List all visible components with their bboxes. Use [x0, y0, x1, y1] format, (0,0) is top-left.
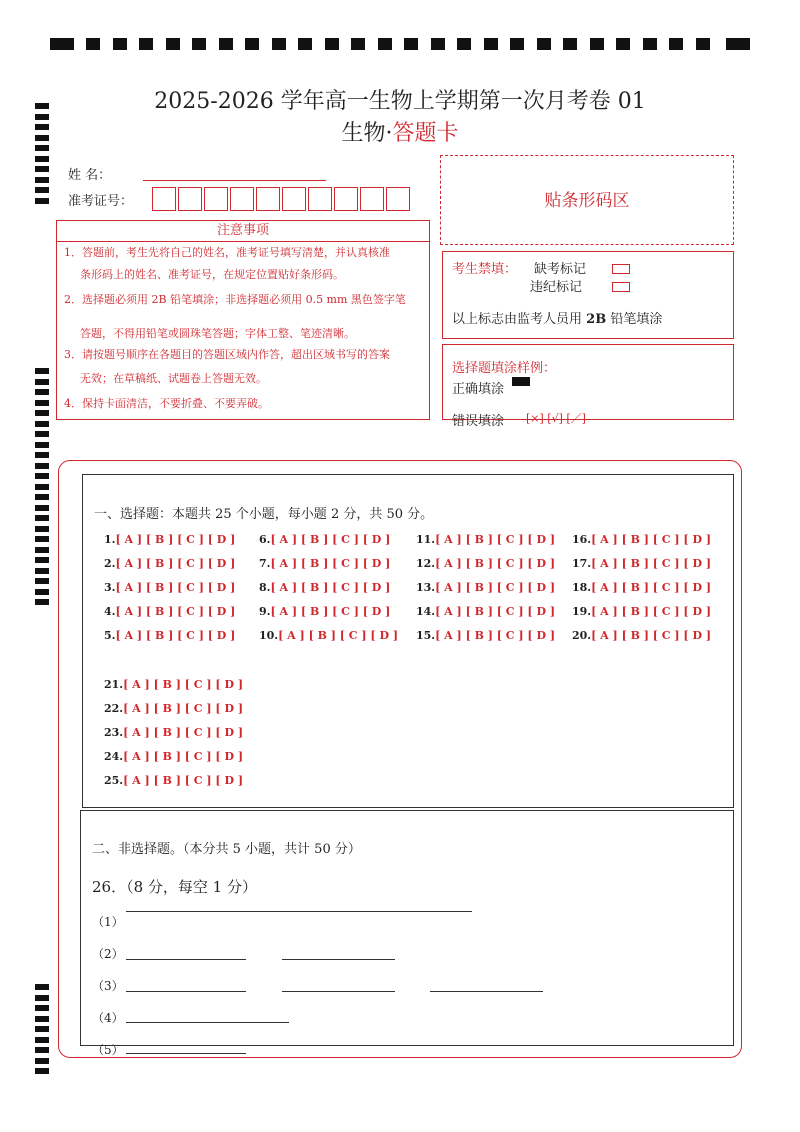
answer-options[interactable]: [ A ] [ B ] [ C ] [ D ]: [270, 557, 391, 570]
exam-id-label: 准考证号：: [68, 194, 134, 209]
timing-mark: [669, 38, 683, 50]
exam-id-digit-box[interactable]: [282, 187, 306, 211]
choice-question: [259, 629, 398, 642]
timing-mark: [590, 38, 604, 50]
name-label: 姓 名：: [68, 168, 112, 183]
question-number: 1.: [104, 533, 116, 546]
exam-id-boxes[interactable]: [152, 187, 412, 211]
choice-question: [572, 557, 711, 570]
question-number: 9.: [259, 605, 271, 618]
timing-mark: [696, 38, 710, 50]
question-number: 13.: [416, 581, 436, 594]
timing-mark: [35, 1016, 49, 1022]
timing-mark: [192, 38, 206, 50]
timing-mark: [457, 38, 471, 50]
timing-mark: [563, 38, 577, 50]
timing-mark: [35, 526, 49, 532]
choice-question: [572, 581, 711, 594]
choice-question: [104, 678, 243, 691]
answer-blank[interactable]: [282, 959, 395, 960]
answer-options[interactable]: [ A ] [ B ] [ C ] [ D ]: [278, 629, 399, 642]
barcode-area: [440, 155, 734, 245]
choice-question: [259, 581, 390, 594]
choice-question: [416, 605, 555, 618]
answer-options[interactable]: [ A ] [ B ] [ C ] [ D ]: [115, 605, 236, 618]
timing-mark: [35, 599, 49, 605]
status-note-bold: 2B: [586, 312, 607, 327]
notice-item: 4．保持卡面清洁，不要折叠、不要弄破。: [64, 397, 269, 410]
timing-mark: [378, 38, 392, 50]
answer-options[interactable]: [ A ] [ B ] [ C ] [ D ]: [435, 557, 556, 570]
blank-label: （3）: [92, 979, 124, 993]
timing-mark: [35, 589, 49, 595]
answer-options[interactable]: [ A ] [ B ] [ C ] [ D ]: [123, 726, 244, 739]
timing-mark: [35, 379, 49, 385]
timing-mark: [35, 156, 49, 162]
question-number: 10.: [259, 629, 279, 642]
choice-question: [572, 605, 711, 618]
question-number: 5.: [104, 629, 116, 642]
blank-label: （4）: [92, 1011, 124, 1025]
timing-mark: [35, 166, 49, 172]
timing-mark: [35, 1047, 49, 1053]
section2-title: 二、非选择题。（本分共 5 小题，共计 50 分）: [92, 842, 361, 857]
timing-mark: [351, 38, 365, 50]
section1-title: 一、选择题：本题共 25 个小题，每小题 2 分，共 50 分。: [94, 507, 434, 522]
notice-item: 1．答题前，考生先将自己的姓名，准考证号填写清楚，并认真核准: [64, 246, 390, 259]
timing-mark: [643, 38, 657, 50]
timing-mark: [35, 536, 49, 542]
timing-marks-left-3: [35, 984, 49, 1076]
answer-blank[interactable]: [126, 1022, 289, 1023]
status-note-suffix: 铅笔填涂: [610, 312, 663, 327]
timing-mark: [35, 410, 49, 416]
question-number: 4.: [104, 605, 116, 618]
exam-id-digit-box[interactable]: [334, 187, 358, 211]
choice-question: [104, 726, 243, 739]
timing-mark: [35, 463, 49, 469]
timing-mark: [35, 1026, 49, 1032]
answer-blank[interactable]: [430, 991, 543, 992]
answer-options[interactable]: [ A ] [ B ] [ C ] [ D ]: [123, 702, 244, 715]
timing-mark: [139, 38, 153, 50]
exam-id-digit-box[interactable]: [230, 187, 254, 211]
answer-options[interactable]: [ A ] [ B ] [ C ] [ D ]: [591, 629, 712, 642]
answer-options[interactable]: [ A ] [ B ] [ C ] [ D ]: [115, 533, 236, 546]
answer-options[interactable]: [ A ] [ B ] [ C ] [ D ]: [591, 533, 712, 546]
answer-blank[interactable]: [126, 1053, 246, 1054]
exam-id-digit-box[interactable]: [386, 187, 410, 211]
answer-options[interactable]: [ A ] [ B ] [ C ] [ D ]: [123, 678, 244, 691]
status-note-prefix: 以上标志由监考人员用: [452, 312, 583, 327]
notice-heading: 注意事项: [57, 221, 429, 242]
question-number: 24.: [104, 750, 124, 763]
answer-blank[interactable]: [126, 959, 246, 960]
answer-card-label: 答题卡: [392, 121, 459, 146]
answer-options[interactable]: [ A ] [ B ] [ C ] [ D ]: [435, 629, 556, 642]
absent-mark-box[interactable]: [612, 264, 630, 274]
choice-question: [416, 533, 555, 546]
exam-id-digit-box[interactable]: [152, 187, 176, 211]
timing-mark: [510, 38, 524, 50]
timing-mark: [484, 38, 498, 50]
timing-mark: [219, 38, 233, 50]
question-number: 7.: [259, 557, 271, 570]
timing-mark: [35, 421, 49, 427]
timing-mark: [35, 473, 49, 479]
timing-mark: [35, 578, 49, 584]
question-number: 6.: [259, 533, 271, 546]
choice-question: [104, 581, 235, 594]
timing-mark: [50, 38, 74, 50]
timing-mark: [35, 198, 49, 204]
timing-mark: [35, 400, 49, 406]
question-number: 20.: [572, 629, 592, 642]
choice-question: [104, 557, 235, 570]
timing-mark: [35, 484, 49, 490]
timing-mark: [35, 515, 49, 521]
timing-mark: [35, 557, 49, 563]
notice-item: 条形码上的姓名、准考证号，在规定位置贴好条形码。: [80, 268, 344, 281]
notice-item: 2．选择题必须用 2B 铅笔填涂；非选择题必须用 0.5 mm 黑色签字笔: [64, 293, 406, 306]
timing-mark: [404, 38, 418, 50]
sample-title: 选择题填涂样例：: [452, 361, 557, 376]
timing-mark: [35, 1068, 49, 1074]
choice-question: [416, 581, 555, 594]
question-number: 16.: [572, 533, 592, 546]
answer-options[interactable]: [ A ] [ B ] [ C ] [ D ]: [115, 581, 236, 594]
exam-id-digit-box[interactable]: [178, 187, 202, 211]
status-note: [452, 308, 662, 327]
question-number: 17.: [572, 557, 592, 570]
barcode-label: 贴条形码区: [544, 191, 630, 211]
choice-question: [259, 533, 390, 546]
answer-options[interactable]: [ A ] [ B ] [ C ] [ D ]: [435, 605, 556, 618]
timing-mark: [35, 442, 49, 448]
answer-options[interactable]: [ A ] [ B ] [ C ] [ D ]: [123, 774, 244, 787]
exam-id-digit-box[interactable]: [256, 187, 280, 211]
question-number: 14.: [416, 605, 436, 618]
answer-blank[interactable]: [126, 911, 472, 912]
answer-options[interactable]: [ A ] [ B ] [ C ] [ D ]: [270, 581, 391, 594]
question-number: 23.: [104, 726, 124, 739]
timing-mark: [35, 547, 49, 553]
question-number: 21.: [104, 678, 124, 691]
exam-id-digit-box[interactable]: [360, 187, 384, 211]
answer-options[interactable]: [ A ] [ B ] [ C ] [ D ]: [591, 605, 712, 618]
timing-mark: [272, 38, 286, 50]
answer-options[interactable]: [ A ] [ B ] [ C ] [ D ]: [115, 557, 236, 570]
timing-mark: [431, 38, 445, 50]
notice-item: 无效；在草稿纸、试题卷上答题无效。: [80, 372, 267, 385]
timing-mark: [166, 38, 180, 50]
timing-mark: [298, 38, 312, 50]
timing-mark: [35, 505, 49, 511]
timing-mark: [35, 1058, 49, 1064]
timing-mark: [113, 38, 127, 50]
timing-mark: [35, 177, 49, 183]
choice-question: [104, 605, 235, 618]
timing-mark: [35, 984, 49, 990]
notice-item: 3．请按题号顺序在各题目的答题区域内作答，超出区域书写的答案: [64, 348, 390, 361]
choice-question: [416, 629, 555, 642]
question-number: 19.: [572, 605, 592, 618]
page-title: 2025-2026 学年高一生物上学期第一次月考卷 01: [154, 89, 646, 114]
timing-mark: [35, 187, 49, 193]
timing-mark: [35, 494, 49, 500]
question-number: 12.: [416, 557, 436, 570]
answer-blank[interactable]: [126, 991, 246, 992]
notice-item: 答题，不得用铅笔或圆珠笔答题；字体工整、笔迹清晰。: [80, 327, 355, 340]
choice-question: [572, 629, 711, 642]
blank-label: （2）: [92, 947, 124, 961]
timing-mark: [616, 38, 630, 50]
choice-question: [104, 774, 243, 787]
question-number: 2.: [104, 557, 116, 570]
answer-options[interactable]: [ A ] [ B ] [ C ] [ D ]: [591, 581, 712, 594]
timing-mark: [86, 38, 100, 50]
absent-label: 缺考标记: [534, 262, 587, 277]
wrong-fill-label: 错误填涂: [452, 414, 505, 429]
timing-mark: [35, 995, 49, 1001]
answer-options[interactable]: [ A ] [ B ] [ C ] [ D ]: [270, 605, 391, 618]
question-number: 8.: [259, 581, 271, 594]
answer-options[interactable]: [ A ] [ B ] [ C ] [ D ]: [270, 533, 391, 546]
timing-mark: [35, 452, 49, 458]
blank-label: （5）: [92, 1043, 124, 1057]
timing-mark: [35, 389, 49, 395]
wrong-fill-samples: [×] [√] [／]: [526, 412, 586, 425]
timing-mark: [35, 1005, 49, 1011]
choice-question: [104, 750, 243, 763]
choice-question: [259, 605, 390, 618]
name-field[interactable]: [143, 180, 326, 181]
question-number: 18.: [572, 581, 592, 594]
answer-options[interactable]: [ A ] [ B ] [ C ] [ D ]: [115, 629, 236, 642]
question-number: 25.: [104, 774, 124, 787]
choice-question: [104, 533, 235, 546]
question-number: 22.: [104, 702, 124, 715]
violation-mark-box[interactable]: [612, 282, 630, 292]
exam-id-digit-box[interactable]: [204, 187, 228, 211]
answer-options[interactable]: [ A ] [ B ] [ C ] [ D ]: [123, 750, 244, 763]
timing-marks-top: [50, 38, 750, 52]
timing-marks-left-2: [35, 368, 49, 608]
timing-mark: [35, 368, 49, 374]
timing-mark: [726, 38, 750, 50]
answer-options[interactable]: [ A ] [ B ] [ C ] [ D ]: [435, 581, 556, 594]
choice-question: [259, 557, 390, 570]
correct-fill-label: 正确填涂: [452, 382, 505, 397]
timing-mark: [245, 38, 259, 50]
choice-question: [104, 702, 243, 715]
exam-id-digit-box[interactable]: [308, 187, 332, 211]
timing-mark: [35, 431, 49, 437]
blank-label: （1）: [92, 915, 124, 929]
card-subtitle: [0, 116, 800, 147]
answer-options[interactable]: [ A ] [ B ] [ C ] [ D ]: [591, 557, 712, 570]
correct-fill-sample: [512, 377, 530, 386]
answer-options[interactable]: [ A ] [ B ] [ C ] [ D ]: [435, 533, 556, 546]
violation-label: 违纪标记: [530, 280, 583, 295]
question-number: 15.: [416, 629, 436, 642]
answer-blank[interactable]: [282, 991, 395, 992]
question-26-header: 26．（8 分，每空 1 分）: [92, 878, 257, 896]
question-number: 11.: [416, 533, 436, 546]
subject-label: 生物·: [341, 121, 393, 146]
choice-question: [572, 533, 711, 546]
status-title: 考生禁填：: [452, 262, 518, 277]
choice-question: [104, 629, 235, 642]
choice-question: [416, 557, 555, 570]
timing-mark: [35, 1037, 49, 1043]
question-number: 3.: [104, 581, 116, 594]
timing-mark: [35, 568, 49, 574]
timing-mark: [325, 38, 339, 50]
timing-mark: [537, 38, 551, 50]
